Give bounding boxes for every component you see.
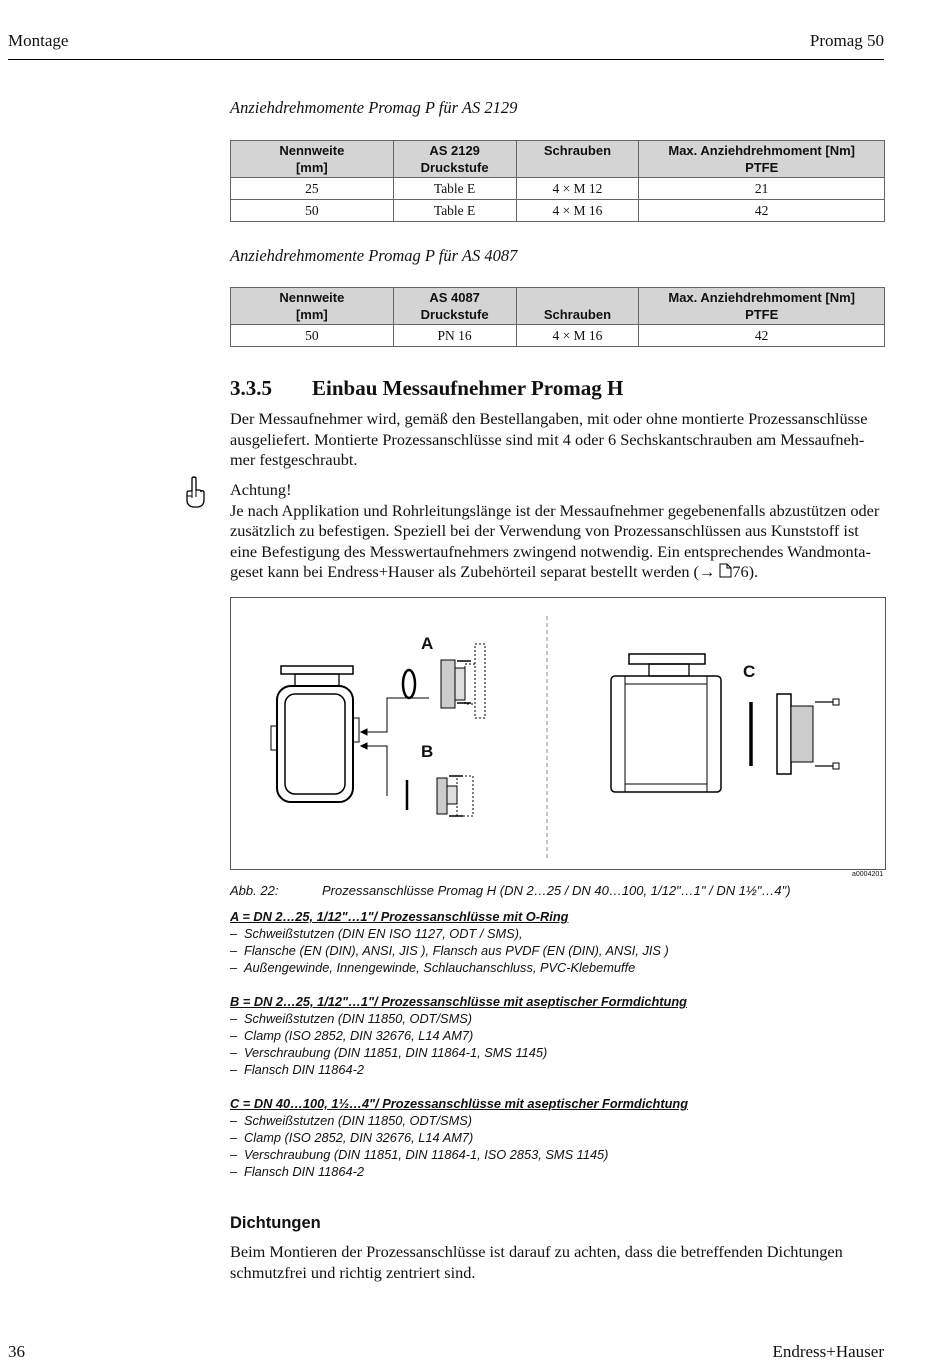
table1-caption: Anziehdrehmomente Promag P für AS 2129 — [230, 98, 518, 117]
table-cell: 21 — [639, 178, 885, 200]
col-header-pressure: AS 4087 Druckstufe — [393, 288, 516, 325]
table-row — [231, 200, 885, 222]
caution-note: Achtung! Je nach Applikation und Rohrleitungslänge ist der Messaufnehmer gegebenenfalls abzustützen oder zusätzlich zu befestigen. Speziell bei der Verwendung von Prozessanschlüssen aus Kunststoff ist eine Befestigung des Messwertaufnehmers zwingend notwendig. Ein entsprechendes Wandmonta- geset kann bei Endress+Hauser als Zubehörteil separat bestellt werden (→ 76). — [230, 480, 890, 583]
list-item: – Verschraubung (DIN 11851, DIN 11864-1, SMS 1145) — [230, 1045, 548, 1060]
figure-id: a0004201 — [852, 871, 884, 878]
table-cell: Table E — [393, 200, 516, 222]
col-header-torque: Max. Anziehdrehmoment [Nm] PTFE — [639, 141, 885, 178]
figure-drawing — [231, 598, 885, 869]
col-header-torque: Max. Anziehdrehmoment [Nm] PTFE — [639, 288, 885, 325]
table2-caption: Anziehdrehmomente Promag P für AS 4087 — [230, 246, 518, 265]
table-cell: 50 — [231, 200, 394, 222]
page-number: 36 — [8, 1342, 25, 1361]
col-header-pressure: AS 2129 Druckstufe — [393, 141, 516, 178]
torque-table-as2129 — [230, 140, 885, 222]
subheading-seals: Dichtungen — [230, 1214, 321, 1232]
list-item: – Flansch DIN 11864-2 — [230, 1062, 364, 1077]
figure-caption: Abb. 22: Prozessanschlüsse Promag H (DN 2…25 / DN 40…100, 1/12"…1" / DN 1½"…4") — [230, 883, 791, 898]
section-number: 3.3.5 — [230, 376, 272, 400]
list-item: – Schweißstutzen (DIN EN ISO 1127, ODT / SMS), — [230, 926, 523, 941]
list-item: – Schweißstutzen (DIN 11850, ODT/SMS) — [230, 1113, 473, 1128]
footer-company: Endress+Hauser — [772, 1342, 884, 1361]
connection-b — [437, 776, 473, 816]
list-item: – Verschraubung (DIN 11851, DIN 11864-1, ISO 2853, SMS 1145) — [230, 1147, 609, 1162]
table-cell: 42 — [639, 325, 885, 347]
table-cell: 25 — [231, 178, 394, 200]
list-item: – Außengewinde, Innengewinde, Schlauchanschluss, PVC-Klebemuffe — [230, 960, 636, 975]
table-header-row — [231, 288, 885, 325]
legend-group-b: B = DN 2…25, 1/12"…1"/ Prozessanschlüsse mit aseptischer Formdichtung – Schweißstutzen (DIN 11850, ODT/SMS) – Clamp (ISO 2852, DIN 32676, L14 AM7) – Verschraubung (DIN 11851, DIN 11864-1, SMS 1145) – Flansch DIN 11864-2 — [230, 994, 687, 1077]
figure-label-a: A — [421, 634, 434, 653]
seals-paragraph: Beim Montieren der Prozessanschlüsse ist darauf zu achten, dass die betreffenden Dichtungen schmutzfrei und richtig zentriert sind. — [230, 1242, 843, 1282]
sensor-large — [611, 654, 721, 792]
section-heading — [230, 376, 623, 401]
col-header-bolts: Schrauben — [516, 288, 639, 325]
table-cell: PN 16 — [393, 325, 516, 347]
connection-a — [441, 644, 485, 718]
table-cell: Table E — [393, 178, 516, 200]
pointing-hand-icon — [184, 476, 206, 508]
connection-c — [777, 694, 839, 774]
table-cell: 4 × M 16 — [516, 200, 639, 222]
table-cell: 42 — [639, 200, 885, 222]
caution-title: Achtung! — [230, 480, 292, 499]
table-cell: 50 — [231, 325, 394, 347]
figure-label-b: B — [421, 742, 434, 761]
legend-group-c: C = DN 40…100, 1½…4"/ Prozessanschlüsse mit aseptischer Formdichtung – Schweißstutzen (DIN 11850, ODT/SMS) – Clamp (ISO 2852, DIN 32676, L14 AM7) – Verschraubung (DIN 11851, DIN 11864-1, ISO 2853, SMS 1145) – Flansch DIN 11864-2 — [230, 1096, 689, 1179]
section-title: Einbau Messaufnehmer Promag H — [312, 376, 624, 400]
list-item: – Schweißstutzen (DIN 11850, ODT/SMS) — [230, 1011, 473, 1026]
legend-group-a: A = DN 2…25, 1/12"…1"/ Prozessanschlüsse mit O-Ring – Schweißstutzen (DIN EN ISO 1127, ODT / SMS), – Flansche (EN (DIN), ANSI, JIS ), Flansch aus PVDF (EN (DIN), ANSI, JIS ) – Außengewinde, Innengewinde, Schlauchanschluss, PVC-Klebemuffe — [230, 909, 669, 975]
list-item: – Flansche (EN (DIN), ANSI, JIS ), Flansch aus PVDF (EN (DIN), ANSI, JIS ) — [230, 943, 669, 958]
page-reference-icon — [719, 563, 732, 578]
col-header-bolts: Schrauben — [516, 141, 639, 178]
torque-table-as4087 — [230, 287, 885, 347]
table-cell: 4 × M 16 — [516, 325, 639, 347]
intro-paragraph: Der Messaufnehmer wird, gemäß den Bestellangaben, mit oder ohne montierte Prozessanschlüsse ausgeliefert. Montierte Prozessanschlüsse sind mit 4 oder 6 Sechskantschrauben am Messaufneh- mer festgeschraubt. — [230, 409, 868, 469]
table-header-row — [231, 141, 885, 178]
col-header-nominal-width: Nennweite [mm] — [231, 288, 394, 325]
running-header-section: Montage — [8, 31, 69, 50]
list-item: – Flansch DIN 11864-2 — [230, 1164, 364, 1179]
list-item: – Clamp (ISO 2852, DIN 32676, L14 AM7) — [230, 1130, 474, 1145]
header-rule — [8, 59, 884, 60]
figure-process-connections — [230, 597, 886, 870]
running-header-product: Promag 50 — [809, 31, 884, 50]
figure-label-c: C — [743, 662, 756, 681]
col-header-nominal-width: Nennweite [mm] — [231, 141, 394, 178]
sensor-small — [271, 666, 359, 802]
list-item: – Clamp (ISO 2852, DIN 32676, L14 AM7) — [230, 1028, 474, 1043]
table-row — [231, 325, 885, 347]
table-row — [231, 178, 885, 200]
table-cell: 4 × M 12 — [516, 178, 639, 200]
